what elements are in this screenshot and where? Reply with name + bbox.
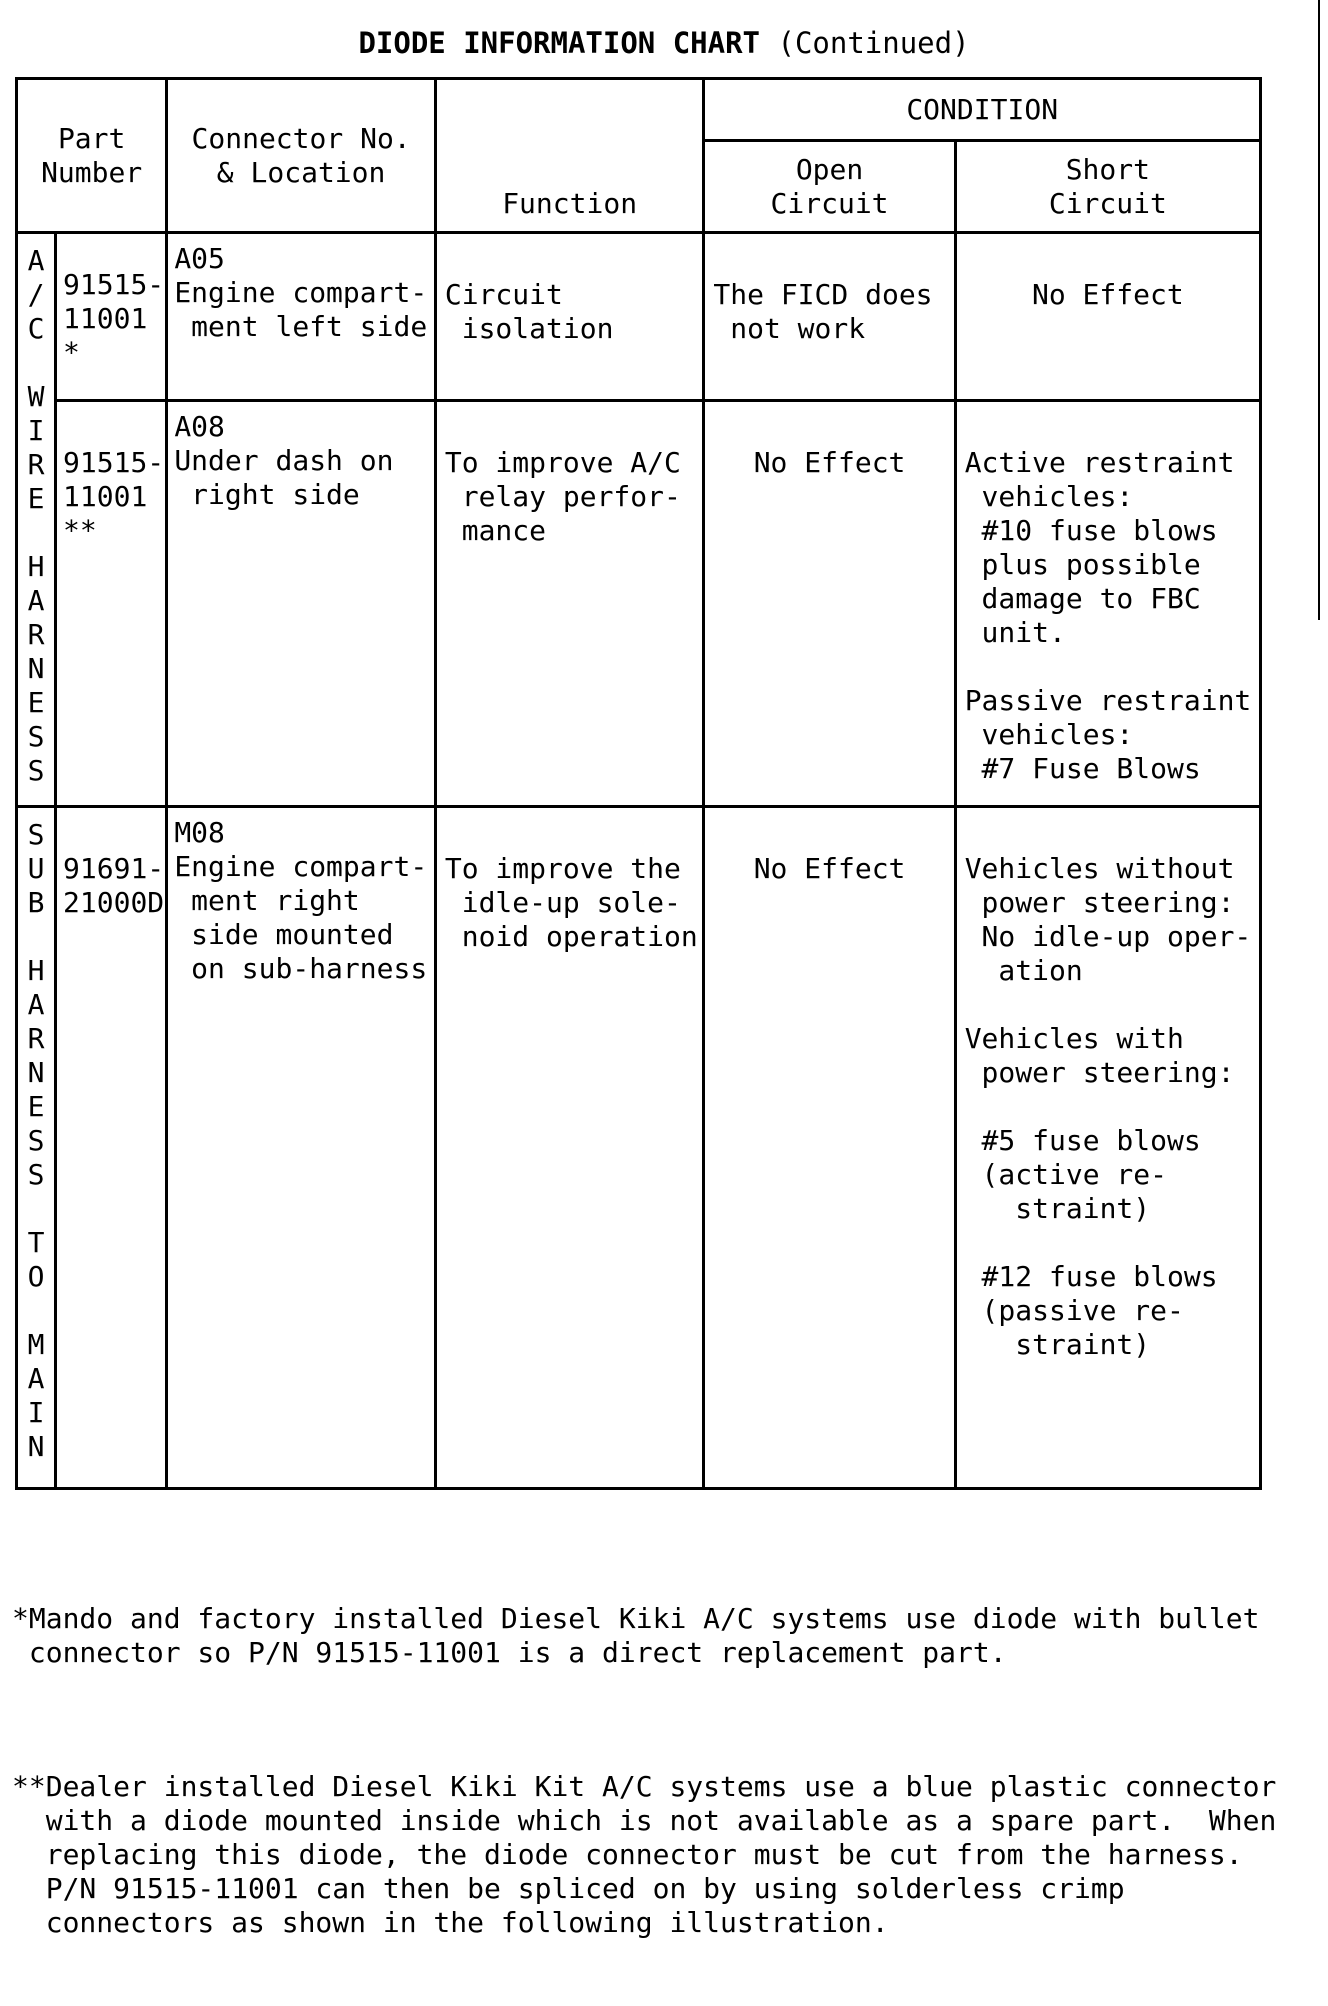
chart-title	[0, 26, 1328, 60]
group-label-letter	[18, 346, 54, 380]
page-margin-line	[1318, 0, 1320, 620]
group-label-letter: M	[27, 1328, 45, 1362]
group-label-letter: S	[27, 754, 45, 788]
function-cell: To improve A/C relay perfor- mance	[435, 400, 704, 806]
group-label-letter	[18, 920, 54, 954]
header-open-circuit: Open Circuit	[704, 141, 955, 233]
chart-title-main: DIODE INFORMATION CHART	[358, 26, 761, 60]
group-label-letter: C	[27, 312, 45, 346]
function-cell: Circuit isolation	[435, 233, 704, 400]
group-label-letter	[18, 1192, 54, 1226]
group-label-letter: T	[27, 1226, 45, 1260]
group-label-letter: S	[27, 1124, 45, 1158]
group-label-sub-harness-to-main	[17, 807, 56, 1489]
group-label-letter: E	[27, 482, 45, 516]
header-part-number: Part Number	[17, 79, 167, 233]
footnote-double-star: **Dealer installed Diesel Kiki Kit A/C systems use a blue plastic connector with a diode mounted inside which is not available as a spare part. When replacing this diode, the diode connector must be cut from the harness. P/N 91515-11001 can then be spliced on by using solderless crimp connectors as shown in the following illustration.	[12, 1770, 1277, 1939]
table-row	[17, 233, 1261, 400]
table-row	[17, 807, 1261, 1489]
group-label-letter: S	[27, 1158, 45, 1192]
header-function: Function	[435, 79, 704, 233]
part-number-cell: 91691- 21000D	[56, 807, 167, 1489]
group-label-letter: /	[27, 278, 45, 312]
group-label-letter: E	[27, 686, 45, 720]
group-label-letter: A	[27, 584, 45, 618]
short-circuit-cell: Active restraint vehicles: #10 fuse blows plus possible damage to FBC unit. Passive restraint vehicles: #7 Fuse Blows	[955, 400, 1260, 806]
group-label-letter: W	[27, 380, 45, 414]
group-label-letter: H	[27, 550, 45, 584]
group-label-letter: A	[27, 244, 45, 278]
part-number-cell: 91515- 11001 **	[56, 400, 167, 806]
group-label-letter: I	[27, 414, 45, 448]
footnote-single-star: *Mando and factory installed Diesel Kiki A/C systems use diode with bullet connector so P/N 91515-11001 is a direct replacement part.	[12, 1602, 1260, 1669]
chart-title-suffix: (Continued)	[777, 26, 970, 60]
header-condition: CONDITION	[704, 79, 1261, 141]
group-label-letter: B	[27, 886, 45, 920]
group-label-letter: N	[27, 1430, 45, 1464]
part-number-cell: 91515- 11001 *	[56, 233, 167, 400]
diode-information-table	[15, 77, 1262, 1490]
group-label-letter: N	[27, 652, 45, 686]
group-label-letter: E	[27, 1090, 45, 1124]
group-label-ac-wire-harness	[17, 233, 56, 807]
header-short-circuit: Short Circuit	[955, 141, 1260, 233]
short-circuit-cell: Vehicles without power steering: No idle-up oper- ation Vehicles with power steering: #5 fuse blows (active re- straint) #12 fuse blows (passive re- straint)	[955, 807, 1260, 1489]
header-connector: Connector No. & Location	[167, 79, 436, 233]
group-label-letter	[18, 516, 54, 550]
group-label-letter: S	[27, 720, 45, 754]
connector-cell: M08 Engine compart- ment right side mounted on sub-harness	[167, 807, 436, 1489]
function-cell: To improve the idle-up sole- noid operation	[435, 807, 704, 1489]
group-label-letter: R	[27, 448, 45, 482]
open-circuit-cell: No Effect	[704, 807, 955, 1489]
group-label-letter: S	[27, 818, 45, 852]
group-label-letter: A	[27, 988, 45, 1022]
group-label-letter: N	[27, 1056, 45, 1090]
group-label-letter: I	[27, 1396, 45, 1430]
group-label-letter	[18, 1294, 54, 1328]
group-label-letter: U	[27, 852, 45, 886]
open-circuit-cell: The FICD does not work	[704, 233, 955, 400]
connector-cell: A08 Under dash on right side	[167, 400, 436, 806]
group-label-letter: H	[27, 954, 45, 988]
group-label-letter: O	[27, 1260, 45, 1294]
group-label-letter: A	[27, 1362, 45, 1396]
short-circuit-cell: No Effect	[955, 233, 1260, 400]
table-row	[17, 400, 1261, 806]
connector-cell: A05 Engine compart- ment left side	[167, 233, 436, 400]
group-label-letter: R	[27, 618, 45, 652]
group-label-letter: R	[27, 1022, 45, 1056]
open-circuit-cell: No Effect	[704, 400, 955, 806]
footnotes	[12, 1534, 1312, 2006]
